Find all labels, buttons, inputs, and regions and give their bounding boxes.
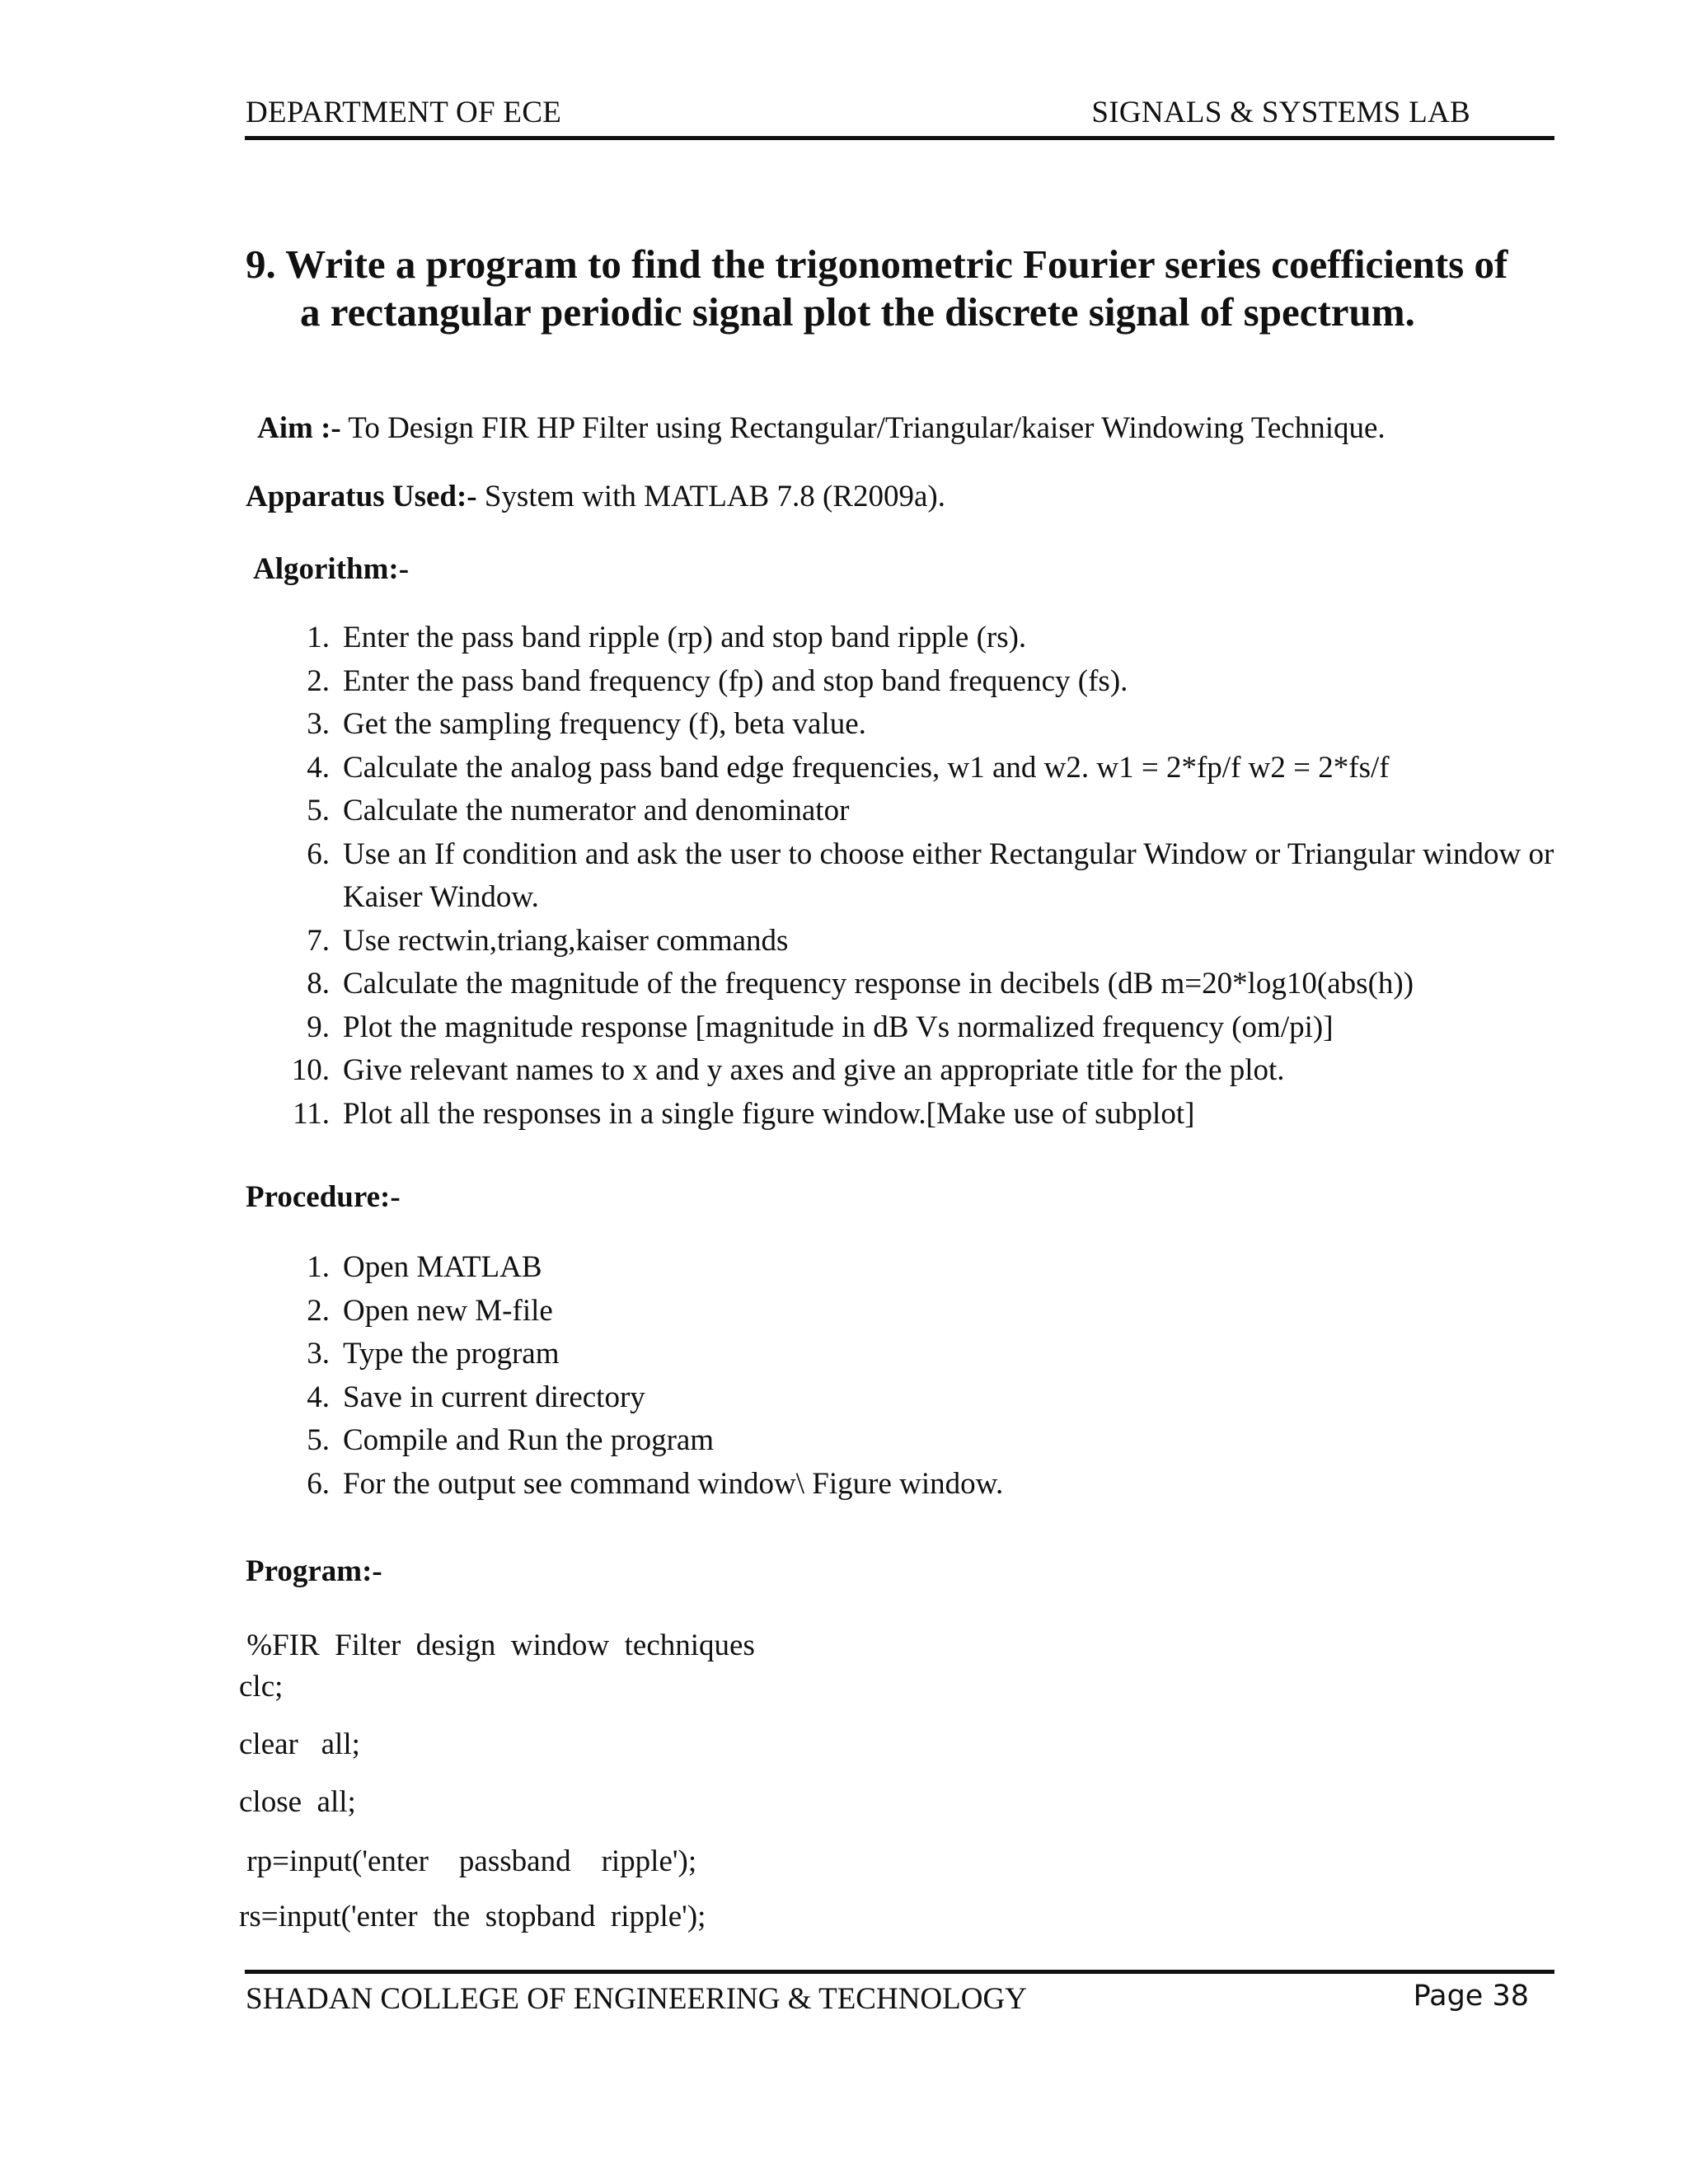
code-line: rs=input('enter the stopband ripple'); bbox=[239, 1900, 706, 1933]
list-item: 1. Enter the pass band ripple (rp) and stop band ripple (rs). bbox=[307, 621, 1027, 654]
header-rule bbox=[245, 136, 1554, 140]
footer-college-name: SHADAN COLLEGE OF ENGINEERING & TECHNOLOGY bbox=[246, 1982, 1027, 2016]
experiment-title bbox=[246, 241, 1531, 336]
procedure-list bbox=[288, 1246, 1003, 1506]
title-line-1: 9. Write a program to find the trigonometric Fourier series coefficients of bbox=[246, 241, 1508, 287]
header-department: DEPARTMENT OF ECE bbox=[246, 96, 562, 129]
aim-text: To Design FIR HP Filter using Rectangular/Triangular/kaiser Windowing Technique. bbox=[340, 411, 1386, 445]
page-header bbox=[246, 95, 1553, 138]
apparatus-text: System with MATLAB 7.8 (R2009a). bbox=[476, 480, 945, 513]
apparatus-label: Apparatus Used:- bbox=[246, 480, 477, 513]
program-heading: Program:- bbox=[246, 1554, 382, 1588]
procedure-heading: Procedure:- bbox=[246, 1180, 401, 1214]
list-item: 5. Calculate the numerator and denominator bbox=[307, 794, 850, 827]
code-line: clear all; bbox=[239, 1727, 360, 1761]
algorithm-list bbox=[288, 616, 1579, 1136]
title-line-2: a rectangular periodic signal plot the discrete signal of spectrum. bbox=[300, 289, 1415, 335]
list-item: 10. Give relevant names to x and y axes and give an appropriate title for the plot. bbox=[291, 1053, 1285, 1087]
list-item: 6. Use an If condition and ask the user to choose either Rectangular Window or Triangular window or Kaiser Window. bbox=[307, 837, 1554, 914]
aim-paragraph bbox=[257, 410, 1386, 448]
code-line: rp=input('enter passband ripple'); bbox=[239, 1844, 697, 1878]
list-item: 3. Type the program bbox=[307, 1337, 560, 1371]
list-item: 2. Open new M-file bbox=[307, 1293, 553, 1328]
apparatus-paragraph bbox=[246, 478, 945, 516]
code-line: close all; bbox=[239, 1785, 356, 1819]
aim-label: Aim :- bbox=[257, 411, 341, 445]
list-item: 1. Open MATLAB bbox=[307, 1250, 542, 1284]
header-lab-name: SIGNALS & SYSTEMS LAB bbox=[1091, 96, 1470, 129]
list-item: 4. Save in current directory bbox=[307, 1380, 645, 1414]
code-line: clc; bbox=[239, 1670, 284, 1704]
list-item: 6. For the output see command window\ Figure window. bbox=[307, 1466, 1004, 1501]
list-item: 4. Calculate the analog pass band edge frequencies, w1 and w2. w1 = 2*fp/f w2 = 2*fs/f bbox=[307, 750, 1390, 785]
footer-rule bbox=[245, 1970, 1554, 1974]
page-number: Page 38 bbox=[1413, 1980, 1529, 2013]
list-item: 11. Plot all the responses in a single figure window.[Make use of subplot] bbox=[293, 1096, 1195, 1131]
list-item: 2. Enter the pass band frequency (fp) and stop band frequency (fs). bbox=[307, 663, 1128, 698]
algorithm-heading: Algorithm:- bbox=[253, 552, 410, 586]
list-item: 9. Plot the magnitude response [magnitude in dB Vs normalized frequency (om/pi)] bbox=[307, 1010, 1334, 1044]
list-item: 8. Calculate the magnitude of the frequency response in decibels (dB m=20*log10(abs(h)) bbox=[307, 967, 1414, 1001]
code-line: %FIR Filter design window techniques bbox=[239, 1629, 755, 1662]
list-item: 7. Use rectwin,triang,kaiser commands bbox=[307, 923, 789, 958]
list-item: 3. Get the sampling frequency (f), beta value. bbox=[307, 707, 866, 741]
list-item: 5. Compile and Run the program bbox=[307, 1423, 715, 1457]
